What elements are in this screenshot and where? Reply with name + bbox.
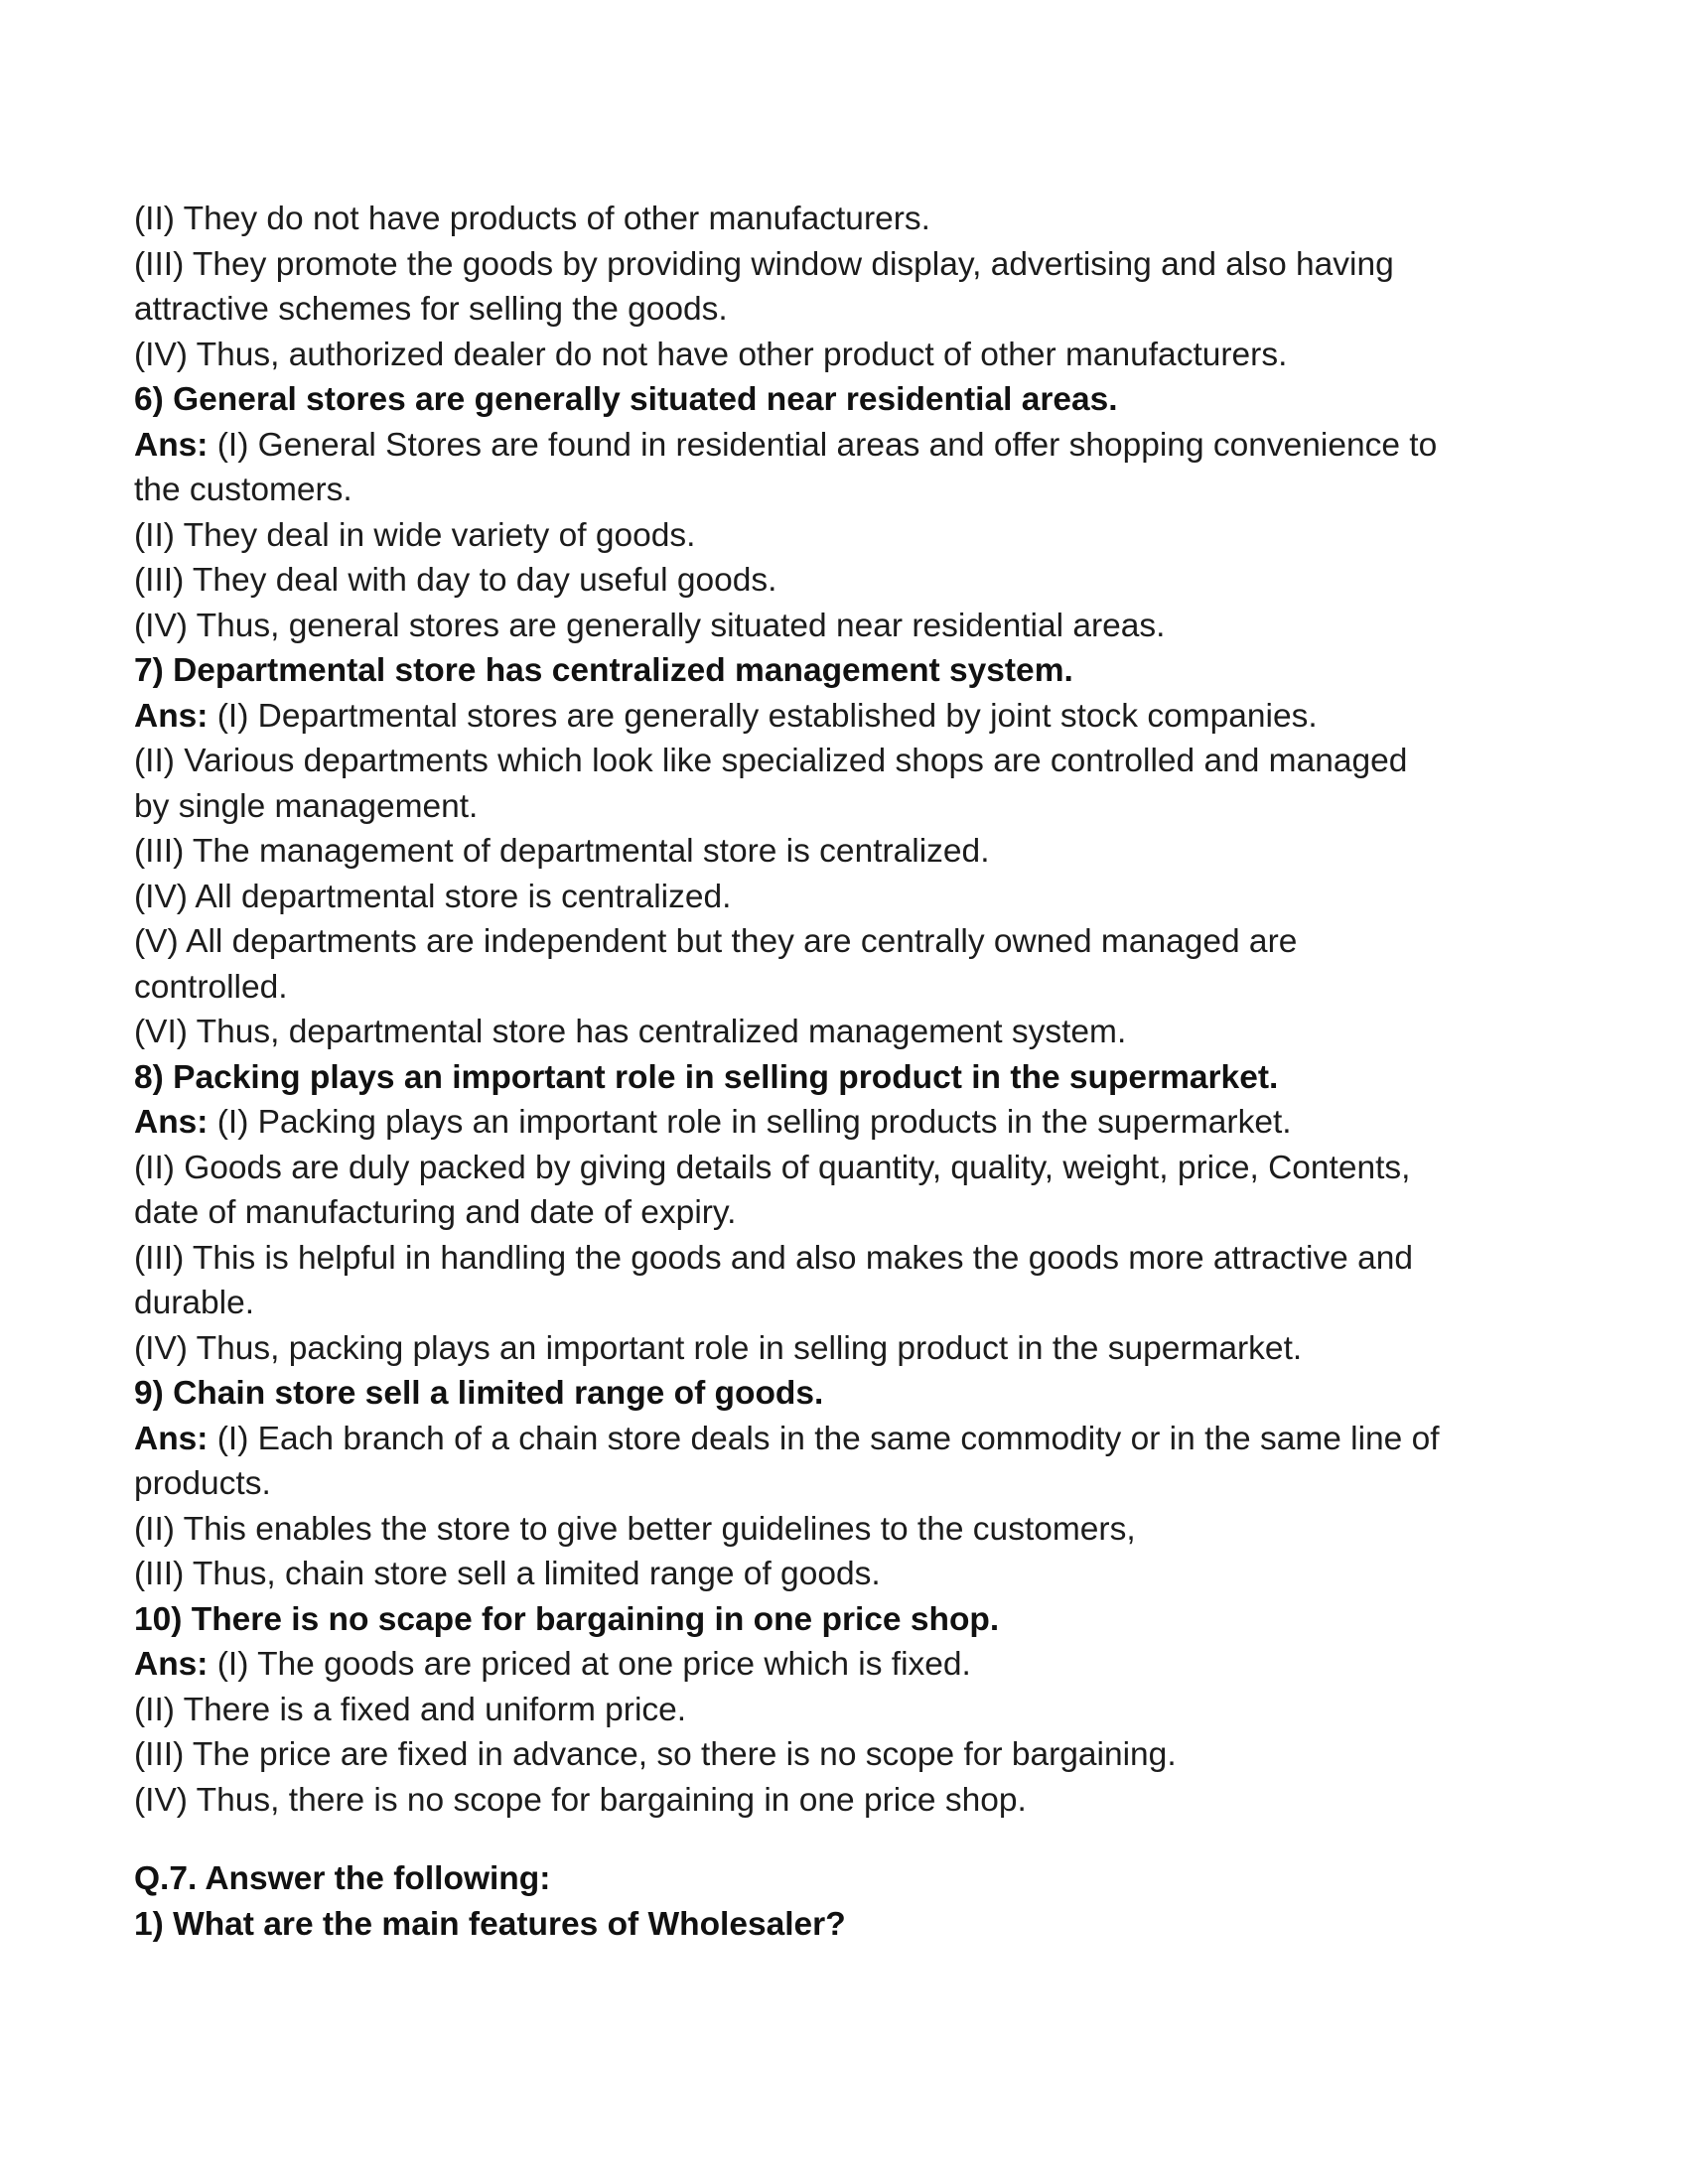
body-line: the customers. xyxy=(134,472,352,508)
answer-line xyxy=(134,1642,1564,1688)
question-heading: 9) Chain store sell a limited range of goods. xyxy=(134,1375,824,1412)
body-line: (II) They do not have products of other manufacturers. xyxy=(134,201,930,237)
question-heading: 10) There is no scape for bargaining in one price shop. xyxy=(134,1600,1000,1638)
body-line: (III) This is helpful in handling the goods and also makes the goods more attractive and xyxy=(134,1239,1414,1277)
answer-text: (I) Each branch of a chain store deals in the same commodity or in the same line of xyxy=(208,1420,1440,1457)
body-line: (III) They deal with day to day useful goods. xyxy=(134,562,777,599)
question-heading: 7) Departmental store has centralized management system. xyxy=(134,652,1073,689)
body-line: (V) All departments are independent but they are centrally owned managed are xyxy=(134,923,1298,960)
question-heading: 8) Packing plays an important role in selling product in the supermarket. xyxy=(134,1058,1279,1096)
body-line: controlled. xyxy=(134,968,288,1006)
body-line: (III) The management of departmental store is centralized. xyxy=(134,833,990,870)
body-line: (III) The price are fixed in advance, so there is no scope for bargaining. xyxy=(134,1736,1177,1773)
body-line: attractive schemes for selling the goods. xyxy=(134,291,728,328)
body-line: by single management. xyxy=(134,787,479,825)
section-gap xyxy=(134,1823,1564,1856)
question-heading: 6) General stores are generally situated near residential areas. xyxy=(134,381,1118,418)
body-line: (II) There is a fixed and uniform price. xyxy=(134,1691,687,1728)
answer-label: Ans: xyxy=(134,1104,209,1141)
answer-label: Ans: xyxy=(134,426,209,464)
answer-label: Ans: xyxy=(134,1420,209,1457)
body-line: (IV) Thus, authorized dealer do not have other product of other manufacturers. xyxy=(134,336,1288,373)
document-page xyxy=(134,197,1564,1947)
answer-line xyxy=(134,423,1564,469)
body-line: (II) They deal in wide variety of goods. xyxy=(134,516,696,554)
answer-line xyxy=(134,1417,1564,1462)
answer-line xyxy=(134,1100,1564,1146)
question-heading: Q.7. Answer the following: xyxy=(134,1860,551,1897)
answer-text: (I) The goods are priced at one price which is fixed. xyxy=(208,1646,971,1683)
body-line: (III) They promote the goods by providing window display, advertising and also having xyxy=(134,245,1394,283)
body-line: (II) Goods are duly packed by giving details of quantity, quality, weight, price, Contents, xyxy=(134,1149,1411,1186)
question-heading: 1) What are the main features of Wholesaler? xyxy=(134,1905,846,1943)
body-line: (III) Thus, chain store sell a limited range of goods. xyxy=(134,1556,881,1592)
body-line: (II) This enables the store to give better guidelines to the customers, xyxy=(134,1510,1136,1548)
answer-text: (I) General Stores are found in residential areas and offer shopping convenience to xyxy=(208,426,1438,464)
body-line: (IV) Thus, there is no scope for bargaining in one price shop. xyxy=(134,1781,1027,1819)
body-line: durable. xyxy=(134,1285,255,1321)
answer-text: (I) Packing plays an important role in selling products in the supermarket. xyxy=(208,1104,1292,1141)
answer-label: Ans: xyxy=(134,697,209,735)
body-line: (VI) Thus, departmental store has centralized management system. xyxy=(134,1014,1127,1050)
answer-line xyxy=(134,694,1564,740)
body-line: (IV) Thus, packing plays an important role in selling product in the supermarket. xyxy=(134,1329,1303,1367)
body-line: (IV) All departmental store is centralized. xyxy=(134,878,732,915)
answer-text: (I) Departmental stores are generally established by joint stock companies. xyxy=(208,697,1318,735)
body-line: (II) Various departments which look like specialized shops are controlled and managed xyxy=(134,743,1408,779)
body-line: products. xyxy=(134,1465,271,1502)
body-line: (IV) Thus, general stores are generally situated near residential areas. xyxy=(134,607,1166,644)
body-line: date of manufacturing and date of expiry. xyxy=(134,1194,737,1231)
answer-label: Ans: xyxy=(134,1646,209,1683)
